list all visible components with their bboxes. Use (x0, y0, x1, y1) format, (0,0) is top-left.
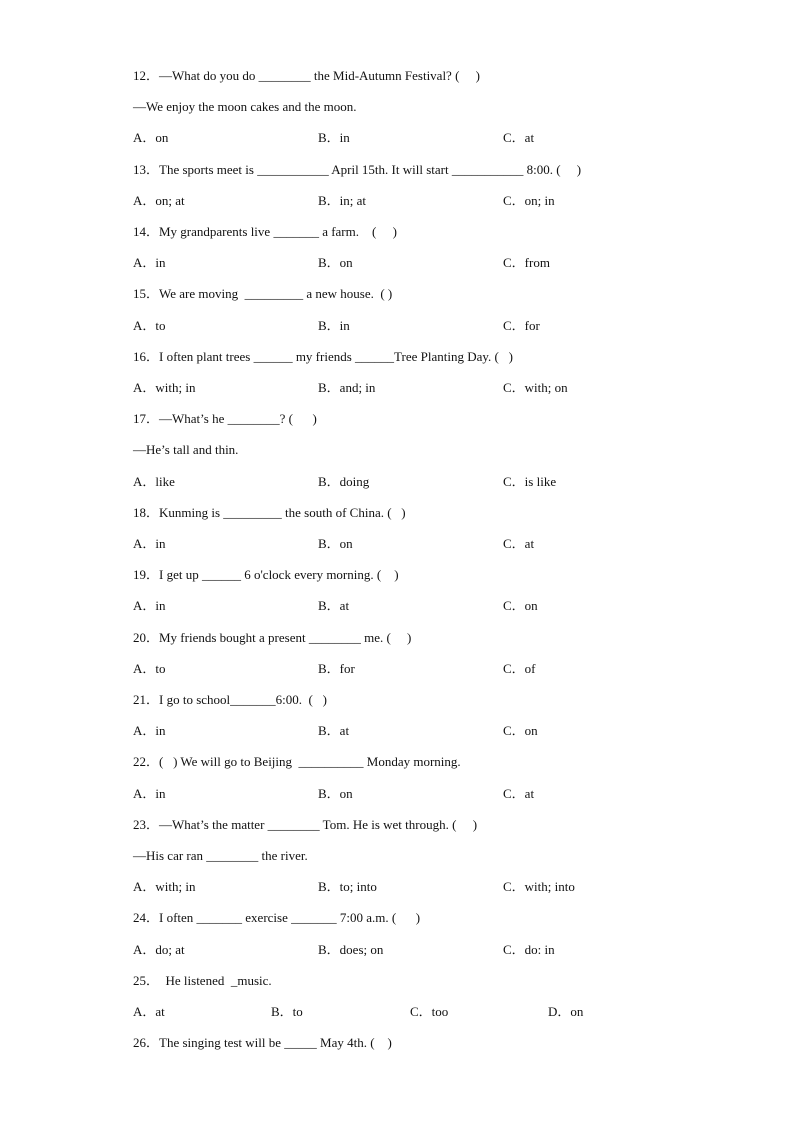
answer-option[interactable]: B．on (318, 536, 353, 551)
answer-options (133, 786, 733, 802)
answer-option[interactable]: A．with; in (133, 879, 196, 894)
question-line: —He’s tall and thin. (133, 442, 239, 457)
answer-option[interactable]: C．for (503, 318, 540, 333)
answer-options (133, 193, 733, 209)
answer-options (133, 661, 733, 677)
question-line: 16．I often plant trees ______ my friends ______Tree Planting Day. ( ) (133, 349, 513, 364)
answer-option[interactable]: C．on (503, 723, 538, 738)
answer-option[interactable]: B．on (318, 255, 353, 270)
answer-option[interactable]: A．with; in (133, 380, 196, 395)
question-line: 26．The singing test will be _____ May 4th. ( ) (133, 1035, 392, 1050)
question-line: 25． He listened _music. (133, 973, 272, 988)
question-line: 23．—What’s the matter ________ Tom. He is wet through. ( ) (133, 817, 478, 832)
answer-option[interactable]: C．too (410, 1004, 449, 1019)
answer-option[interactable]: C．do: in (503, 942, 555, 957)
answer-options (133, 474, 733, 490)
question-line: 13．The sports meet is ___________ April 15th. It will start ___________ 8:00. ( ) (133, 162, 582, 177)
answer-option[interactable]: A．in (133, 786, 166, 801)
question-line: 15．We are moving _________ a new house. ( ) (133, 286, 393, 301)
answer-options (133, 942, 733, 958)
answer-option[interactable]: A．on (133, 130, 169, 145)
answer-option[interactable]: C．on; in (503, 193, 555, 208)
question-line: 19．I get up ______ 6 o'clock every morning. ( ) (133, 567, 399, 582)
answer-option[interactable]: A．do; at (133, 942, 185, 957)
question-line: 22．( ) We will go to Beijing __________ Monday morning. (133, 754, 461, 769)
answer-option[interactable]: B．for (318, 661, 355, 676)
answer-option[interactable]: B．does; on (318, 942, 384, 957)
answer-option[interactable]: B．and; in (318, 380, 376, 395)
answer-options (133, 130, 733, 146)
answer-option[interactable]: A．in (133, 723, 166, 738)
answer-option[interactable]: A．to (133, 318, 166, 333)
answer-option[interactable]: B．at (318, 723, 350, 738)
answer-option[interactable]: B．at (318, 598, 350, 613)
answer-option[interactable]: C．of (503, 661, 536, 676)
answer-option[interactable]: B．to; into (318, 879, 377, 894)
answer-option[interactable]: C．from (503, 255, 550, 270)
answer-options (133, 723, 733, 739)
answer-option[interactable]: C．at (503, 536, 535, 551)
answer-options (133, 1004, 733, 1020)
answer-options (133, 598, 733, 614)
question-line: 17．—What’s he ________? ( ) (133, 411, 317, 426)
question-line: —His car ran ________ the river. (133, 848, 308, 863)
answer-option[interactable]: A．at (133, 1004, 165, 1019)
answer-option[interactable]: B．to (271, 1004, 303, 1019)
question-line: 14．My grandparents live _______ a farm. ( ) (133, 224, 397, 239)
answer-option[interactable]: C．at (503, 786, 535, 801)
answer-option[interactable]: B．in; at (318, 193, 367, 208)
answer-option[interactable]: B．in (318, 318, 350, 333)
answer-option[interactable]: B．doing (318, 474, 370, 489)
answer-option[interactable]: A．in (133, 255, 166, 270)
question-line: 12．—What do you do ________ the Mid-Autumn Festival? ( ) (133, 68, 480, 83)
answer-option[interactable]: C．with; into (503, 879, 575, 894)
answer-options (133, 380, 733, 396)
answer-option[interactable]: A．like (133, 474, 175, 489)
question-line: 21．I go to school_______6:00. ( ) (133, 692, 327, 707)
answer-option[interactable]: A．on; at (133, 193, 185, 208)
answer-options (133, 318, 733, 334)
answer-options (133, 536, 733, 552)
answer-option[interactable]: C．is like (503, 474, 557, 489)
answer-options (133, 255, 733, 271)
answer-option[interactable]: C．at (503, 130, 535, 145)
answer-option[interactable]: A．to (133, 661, 166, 676)
answer-option[interactable]: A．in (133, 536, 166, 551)
answer-option[interactable]: C．on (503, 598, 538, 613)
answer-option[interactable]: B．in (318, 130, 350, 145)
question-line: 18．Kunming is _________ the south of China. ( ) (133, 505, 406, 520)
question-line: —We enjoy the moon cakes and the moon. (133, 99, 357, 114)
answer-option[interactable]: A．in (133, 598, 166, 613)
answer-options (133, 879, 733, 895)
answer-option[interactable]: B．on (318, 786, 353, 801)
question-line: 20．My friends bought a present ________ me. ( ) (133, 630, 412, 645)
answer-option[interactable]: D．on (548, 1004, 584, 1019)
question-line: 24．I often _______ exercise _______ 7:00 a.m. ( ) (133, 910, 421, 925)
answer-option[interactable]: C．with; on (503, 380, 568, 395)
